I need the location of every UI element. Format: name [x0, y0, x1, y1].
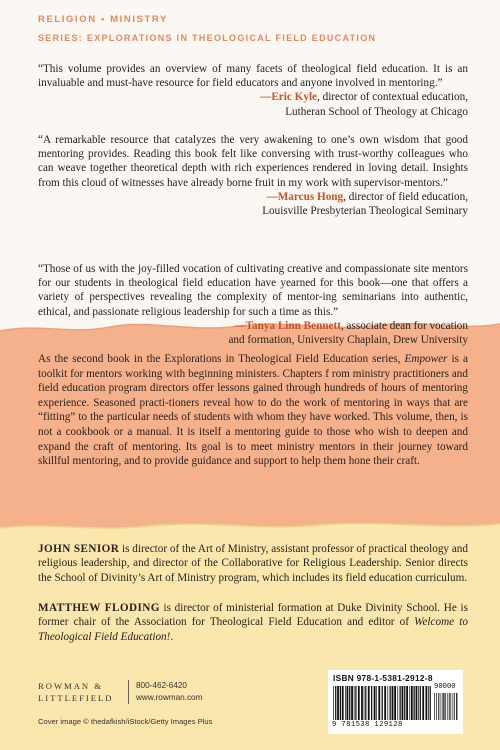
barcode-bar — [384, 686, 386, 720]
barcode-bar — [450, 693, 451, 720]
barcode-bar — [394, 686, 396, 720]
barcode-bar — [445, 693, 446, 720]
barcode-bar — [406, 686, 408, 720]
barcode-bar — [376, 686, 377, 720]
endorsement-attribution — [38, 190, 468, 204]
barcode-bar — [374, 686, 376, 720]
cover-image-credit: Cover image © thedafkish/iStock/Getty Images Plus — [38, 717, 213, 726]
barcode-bar — [418, 686, 419, 720]
torn-paper-edge — [0, 518, 500, 542]
barcode-bar — [365, 686, 366, 720]
endorser-name: —Tanya Linn Bennett — [234, 319, 341, 332]
isbn-number: ISBN 978-1-5381-2912-8 — [333, 673, 433, 683]
book-category: RELIGION • MINISTRY — [38, 14, 168, 25]
endorsement-text: “This volume provides an overview of many facets of theological field education. It is an invaluable and must-have resource for field educators and anyone involved in mentoring.” — [38, 63, 468, 90]
barcode-bar — [438, 693, 439, 720]
barcode-bar — [333, 686, 334, 720]
book-title: Empower — [404, 353, 448, 365]
ean-barcode-icon — [333, 686, 431, 720]
barcode-bar — [337, 686, 339, 720]
price-code: 90000 — [434, 683, 456, 691]
barcode-bar — [436, 693, 437, 720]
barcode-bar — [351, 686, 353, 720]
author-bio-text: is director of the Art of Ministry, assistant professor of practical theology and religious leadership, and director of the Collaborative for Religious Leadership. Senior directs the School of Divinity’s Art of Ministry program, which includes its field education curriculum. — [38, 543, 468, 584]
barcode-bar — [358, 686, 360, 720]
endorsement — [38, 62, 468, 119]
endorser-role: , director of contextual education, — [317, 91, 468, 104]
barcode-bar — [361, 686, 363, 720]
author-bio — [38, 601, 468, 644]
barcode-bar — [354, 686, 355, 720]
barcode-bar — [349, 686, 350, 720]
barcode-bar — [335, 686, 336, 720]
barcode-bar — [428, 686, 429, 720]
barcode-bar — [416, 686, 418, 720]
endorsement — [38, 133, 468, 218]
publisher-name-line1: ROWMAN & — [38, 681, 103, 691]
isbn-barcode — [328, 670, 463, 734]
publisher-phone: 800-462-6420 — [136, 681, 187, 690]
barcode-bar — [440, 693, 441, 720]
barcode-bar — [422, 686, 424, 720]
book-description — [38, 352, 468, 469]
barcode-bar — [420, 686, 421, 720]
endorser-org: Lutheran School of Theology at Chicago — [285, 105, 468, 118]
barcode-bar — [392, 686, 394, 720]
barcode-bar — [402, 686, 404, 720]
barcode-bar — [430, 686, 431, 720]
barcode-bar — [355, 686, 356, 720]
endorser-name: —Eric Kyle — [260, 91, 318, 104]
endorsement-attribution — [38, 319, 468, 333]
barcode-bar — [426, 686, 428, 720]
barcode-bar — [411, 686, 413, 720]
barcode-bar — [371, 686, 372, 720]
endorsement-text: “A remarkable resource that catalyzes the very awakening to one’s own wisdom that good mentoring provides. Reading this book felt like conversing with trust-worthy colleagues who can weave together theoretical depth with rich experiences rendered in loving detail. Insights from this cloud of witnesses have already borne fruit in my work with supervisor-mentors.” — [38, 134, 468, 189]
author-bio-tail: . — [170, 630, 174, 643]
endorser-role: , associate dean for vocation — [340, 319, 468, 332]
barcode-bar — [390, 686, 391, 720]
author-book-title: Welcome to Theological Field Education! — [38, 616, 469, 643]
barcode-bar — [364, 686, 365, 720]
series-title: SERIES: EXPLORATIONS IN THEOLOGICAL FIELD EDUCATION — [38, 33, 377, 43]
publisher-name-line2: LITTLEFIELD — [38, 693, 114, 703]
barcode-bar — [454, 693, 455, 720]
barcode-bar — [447, 693, 448, 720]
publisher-website: www.rowman.com — [136, 693, 203, 702]
barcode-bar — [368, 686, 370, 720]
publisher-contact — [136, 680, 202, 704]
author-bio-text: is director of ministerial formation at Duke Divinity School. He is former chair of the Association for Theological Field Education and editor of — [38, 602, 469, 629]
barcode-bar — [456, 693, 457, 720]
barcode-bar — [340, 686, 341, 720]
author-name: MATTHEW FLODING — [38, 602, 160, 614]
barcode-bar — [442, 693, 443, 720]
barcode-bar — [397, 686, 398, 720]
barcode-bar — [387, 686, 388, 720]
barcode-bar — [404, 686, 405, 720]
author-name: JOHN SENIOR — [38, 543, 120, 555]
description-lead: As the second book in the Explorations in Theological Field Education series, — [38, 353, 401, 365]
barcode-digits: 9 781538 129128 — [332, 721, 403, 729]
barcode-bar — [453, 693, 454, 720]
description-body: is a toolkit for mentors working with beginning ministers. Chapters f rom ministry practitioners and field education program directors offer lessons gained through hundreds of hours of mentoring experience. Seasoned practi-tioners reveal how to do the work of mentoring in ways that are “fitting” to the particular needs of students with whom they have worked. This volume, then, is not a cookbook or a manual. It is itself a mentoring guide to those who wish to deepen and expand the craft of mentoring. Its goal is to meet ministry mentors in their journey toward skillful mentoring, and to provide guidance and support to help them hone their craft. — [38, 353, 469, 468]
endorser-org: and formation, University Chaplain, Drew University — [228, 334, 468, 347]
publisher-logo — [38, 680, 124, 704]
endorsement-attribution — [38, 90, 468, 104]
endorser-org: Louisville Presbyterian Theological Seminary — [262, 205, 468, 218]
barcode-bar — [414, 686, 415, 720]
endorser-name: —Marcus Hong — [266, 190, 344, 203]
endorser-role: , director of field education, — [343, 190, 468, 203]
barcode-bar — [434, 693, 435, 720]
endorsement-text: “Those of us with the joy-filled vocation of cultivating creative and compassionate site mentors for our students in theological field education have yearned for this book—one that offers a variety of perspectives revealing the complexity of mentor-ing seminarians into authentic, ethical, and passionate religious leadership for such a time as this.” — [38, 263, 468, 318]
barcode-bar — [382, 686, 383, 720]
barcode-bar — [345, 686, 346, 720]
barcode-bar — [342, 686, 344, 720]
price-barcode-icon — [434, 693, 458, 720]
barcode-bar — [409, 686, 410, 720]
barcode-bar — [347, 686, 349, 720]
barcode-bar — [378, 686, 380, 720]
barcode-bar — [449, 693, 450, 720]
author-bio — [38, 542, 468, 585]
publisher-divider — [128, 680, 129, 704]
barcode-bar — [400, 686, 401, 720]
barcode-bar — [443, 693, 444, 720]
endorsement — [38, 262, 468, 347]
